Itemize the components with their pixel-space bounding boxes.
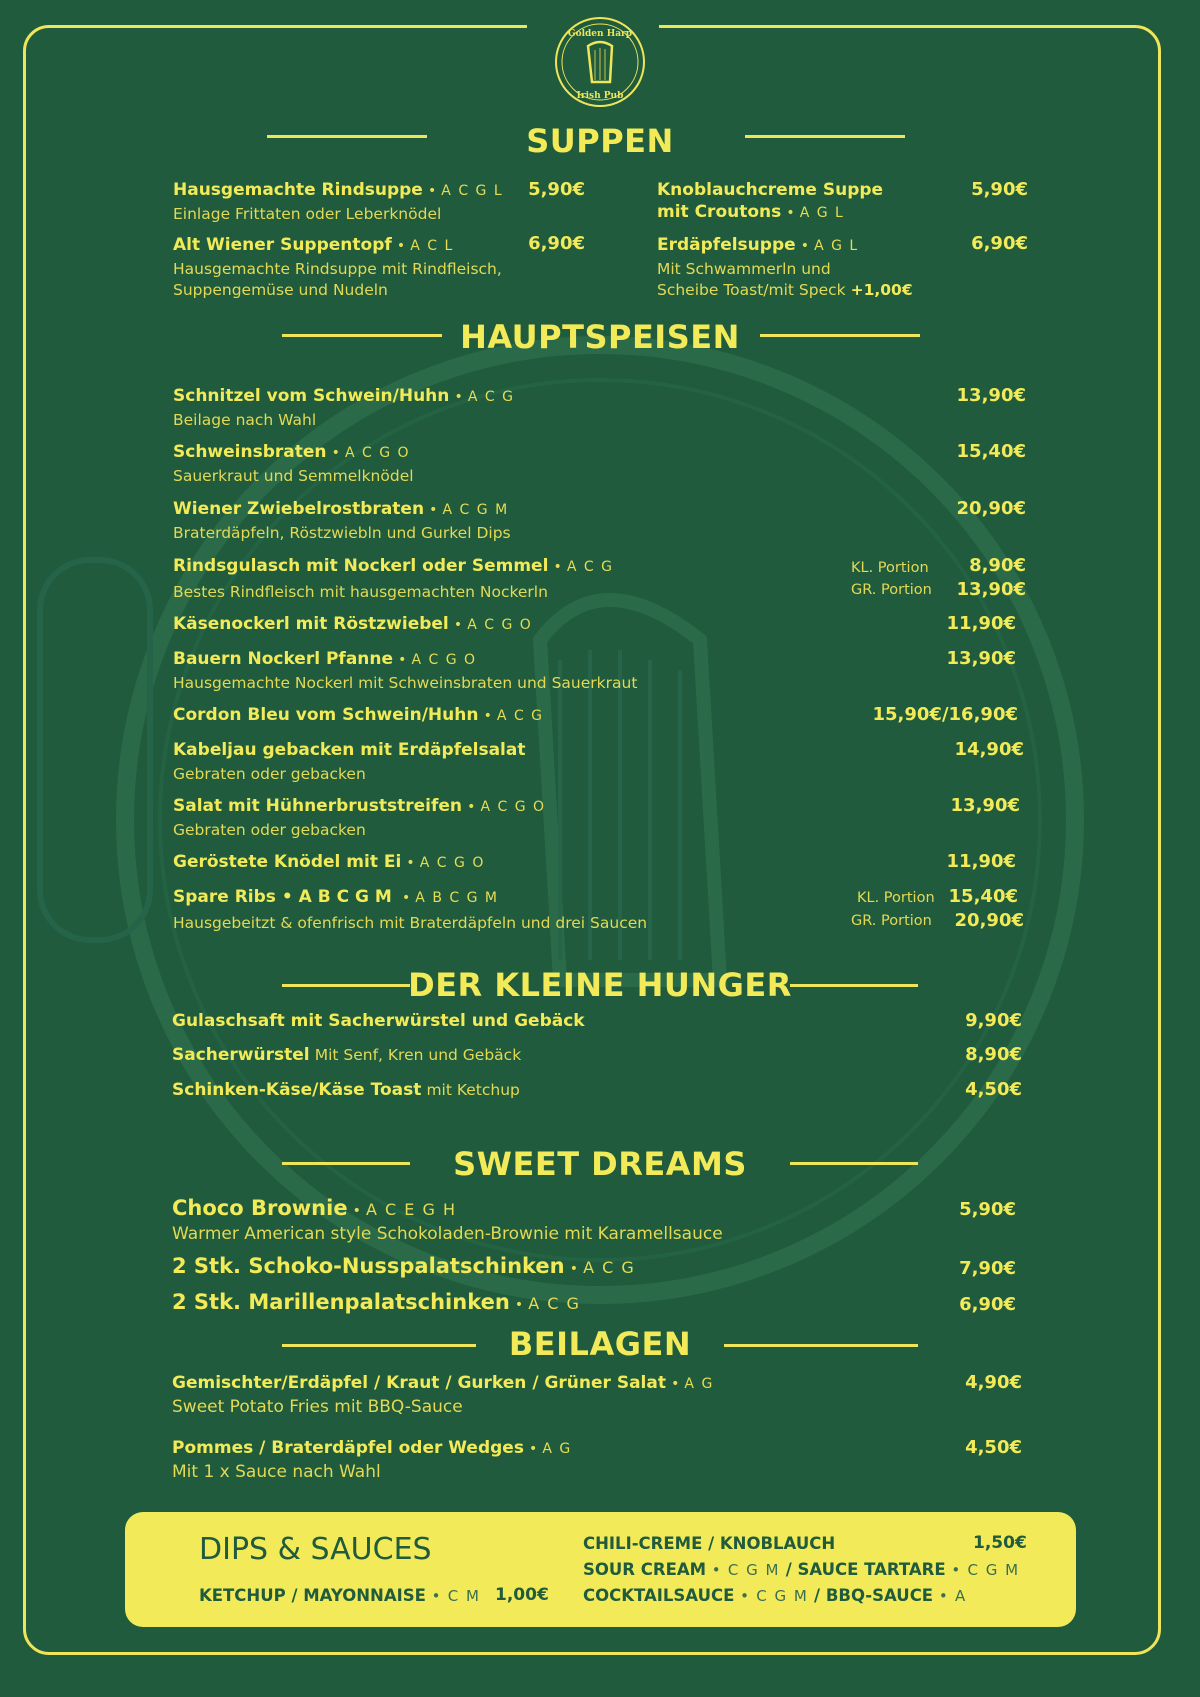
menu-item: Cordon Bleu vom Schwein/Huhn • A C G (173, 705, 544, 725)
item-description: Hausgebeitzt & ofenfrisch mit Braterdäpfeln und drei Saucen (173, 914, 648, 932)
separator: • (786, 205, 795, 221)
menu-item: 2 Stk. Schoko-Nusspalatschinken • A C G (172, 1254, 636, 1278)
item-name: 2 Stk. Marillenpalatschinken (172, 1290, 510, 1314)
sauce-line-chili: CHILI-CREME / KNOBLAUCH (583, 1534, 836, 1553)
section-title-kleine-hunger: DER KLEINE HUNGER (408, 966, 792, 1004)
extra-price: +1,00€ (850, 281, 913, 299)
item-name: Spare Ribs • A B C G M (173, 887, 392, 907)
item-price: 6,90€ (971, 233, 1028, 254)
item-price: 5,90€ (528, 179, 585, 200)
portion-label-small: KL. Portion (857, 890, 935, 906)
menu-item: Spare Ribs • A B C G M • A B C G M Hausgebeitzt & ofenfrisch mit Braterdäpfeln und drei Saucen (173, 887, 853, 934)
item-price: 7,90€ (959, 1258, 1016, 1279)
item-price-small: 8,90€ (969, 555, 1026, 576)
menu-item: Bauern Nockerl Pfanne • A C G O Hausgemachte Nockerl mit Schweinsbraten und Sauerkraut (173, 649, 873, 694)
menu-item: 2 Stk. Marillenpalatschinken • A C G (172, 1290, 581, 1314)
menu-item: Schweinsbraten • A C G O Sauerkraut und Semmelknödel (173, 442, 813, 487)
item-name: Salat mit Hühnerbruststreifen (173, 796, 463, 816)
item-description: Gebraten oder gebacken (173, 765, 366, 783)
item-name: Alt Wiener Suppentopf (173, 235, 392, 255)
dips-sauces-box (125, 1512, 1076, 1627)
logo-text-bottom: Irish Pub (576, 91, 624, 101)
item-name: Gemischter/Erdäpfel / Kraut / Gurken / Grüner Salat (172, 1373, 666, 1393)
item-name: Bauern Nockerl Pfanne (173, 649, 394, 669)
item-name: Kabeljau gebacken mit Erdäpfelsalat (173, 740, 526, 760)
sauce-price-left: 1,00€ (495, 1585, 549, 1605)
section-title-suppen: SUPPEN (526, 122, 674, 160)
item-price: 11,90€ (946, 613, 1016, 634)
item-name: Käsenockerl mit Röstzwiebel (173, 614, 449, 634)
item-name: Hausgemachte Rindsuppe (173, 180, 423, 200)
allergen-codes: A C L (410, 238, 454, 254)
menu-item: Pommes / Braterdäpfel oder Wedges • A G Mit 1 x Sauce nach Wahl (172, 1438, 912, 1483)
sauce-line-ketchup: KETCHUP / MAYONNAISE • C M (199, 1586, 481, 1605)
logo-text-top: Golden Harp (567, 29, 633, 39)
item-name: Rindsgulasch mit Nockerl oder Semmel (173, 556, 549, 576)
allergen-codes: A G (684, 1376, 714, 1392)
allergen-codes: A C G L (441, 183, 504, 199)
portion-label-large: GR. Portion (851, 913, 932, 929)
menu-item: Käsenockerl mit Röstzwiebel • A C G O (173, 614, 533, 634)
allergen-codes: A C G O (480, 799, 546, 815)
item-description: Sauerkraut und Semmelknödel (173, 467, 414, 485)
sauce-line-sour-cream: SOUR CREAM • C G M / SAUCE TARTARE • C G M (583, 1560, 1020, 1579)
item-price: 14,90€ (954, 739, 1024, 760)
item-name: Geröstete Knödel mit Ei (173, 852, 402, 872)
item-price: 4,50€ (965, 1437, 1022, 1458)
item-description: Beilage nach Wahl (173, 411, 317, 429)
item-name: Schnitzel vom Schwein/Huhn (173, 386, 450, 406)
separator: • (800, 238, 810, 254)
item-price: 6,90€ (959, 1294, 1016, 1315)
allergen-codes: A C G O (411, 652, 477, 668)
allergen-codes: A C G (566, 559, 614, 575)
allergen-codes: A C G (583, 1258, 636, 1277)
item-name: Sacherwürstel (172, 1045, 310, 1065)
sauce-price-right: 1,50€ (973, 1533, 1027, 1553)
item-price-large: 13,90€ (956, 579, 1026, 600)
item-price-small: 15,40€ (948, 886, 1018, 907)
item-name-cont: mit Croutons (657, 202, 782, 222)
item-price: 4,90€ (965, 1372, 1022, 1393)
item-description: Hausgemachte Rindsuppe mit Rindfleisch, Suppengemüse und Nudeln (173, 260, 502, 299)
allergen-codes: A G (542, 1441, 572, 1457)
menu-item (173, 235, 533, 301)
menu-item: Choco Brownie • A C E G H Warmer American style Schokoladen-Brownie mit Karamellsauce (172, 1196, 872, 1244)
separator: • (396, 238, 406, 254)
allergen-codes: A C G (496, 708, 544, 724)
allergen-codes: A G L (799, 205, 845, 221)
item-name: Pommes / Braterdäpfel oder Wedges (172, 1438, 524, 1458)
item-price: 9,90€ (965, 1010, 1022, 1031)
item-name: 2 Stk. Schoko-Nusspalatschinken (172, 1254, 565, 1278)
item-description: Gebraten oder gebacken (173, 821, 366, 839)
item-price: 6,90€ (528, 233, 585, 254)
item-price-large: 20,90€ (954, 910, 1024, 931)
sauce-line-cocktail: COCKTAILSAUCE • C G M / BBQ-SAUCE • A (583, 1586, 967, 1605)
item-price: 13,90€ (946, 648, 1016, 669)
item-price: 15,90€/16,90€ (872, 704, 1018, 725)
item-description: Bestes Rindfleisch mit hausgemachten Nockerln (173, 583, 548, 601)
allergen-codes: A C G (528, 1294, 581, 1313)
separator: • (427, 183, 437, 199)
golden-harp-logo (554, 16, 646, 108)
menu-item (657, 235, 987, 301)
menu-item (173, 740, 813, 785)
menu-item (172, 1045, 872, 1065)
section-title-sweet-dreams: SWEET DREAMS (453, 1145, 747, 1183)
item-name: Cordon Bleu vom Schwein/Huhn (173, 705, 479, 725)
item-description: Braterdäpfeln, Röstzwiebln und Gurkel Dips (173, 524, 511, 542)
item-name: Schinken-Käse/Käse Toast (172, 1080, 422, 1100)
section-title-beilagen: BEILAGEN (508, 1325, 692, 1363)
item-price: 5,90€ (971, 179, 1028, 200)
menu-item: Geröstete Knödel mit Ei • A C G O (173, 852, 485, 872)
item-name: Wiener Zwiebelrostbraten (173, 499, 425, 519)
dips-title: DIPS & SAUCES (199, 1532, 432, 1567)
item-description: Mit Senf, Kren und Gebäck (314, 1046, 522, 1064)
item-price: 20,90€ (956, 498, 1026, 519)
item-price: 13,90€ (956, 385, 1026, 406)
item-description: Sweet Potato Fries mit BBQ-Sauce (172, 1397, 463, 1417)
allergen-codes: A C G M (442, 502, 509, 518)
item-description: Mit Schwammerln und Scheibe Toast/mit Speck +1,00€ (657, 260, 913, 299)
item-price: 13,90€ (950, 795, 1020, 816)
item-name: Choco Brownie (172, 1196, 348, 1220)
item-name: Gulaschsaft mit Sacherwürstel und Gebäck (172, 1011, 585, 1031)
allergen-codes: A C G O (344, 445, 411, 461)
allergen-codes: A C G O (419, 855, 485, 871)
item-name: Schweinsbraten (173, 442, 327, 462)
menu-item (172, 1080, 872, 1100)
menu-item: Rindsgulasch mit Nockerl oder Semmel • A C G Bestes Rindfleisch mit hausgemachten Nockerln (173, 556, 813, 603)
allergen-codes: A C E G H (366, 1200, 457, 1219)
item-price: 4,50€ (965, 1079, 1022, 1100)
allergen-codes: A B C G M (415, 890, 499, 906)
menu-item: Gemischter/Erdäpfel / Kraut / Gurken / Grüner Salat • A G Sweet Potato Fries mit BBQ-Sauce (172, 1373, 912, 1418)
item-description: Mit 1 x Sauce nach Wahl (172, 1462, 381, 1482)
item-price: 8,90€ (965, 1044, 1022, 1065)
menu-item (172, 1011, 872, 1031)
item-price: 11,90€ (946, 851, 1016, 872)
item-description: Einlage Frittaten oder Leberknödel (173, 205, 442, 223)
allergen-codes: A C G O (467, 617, 533, 633)
menu-item: Wiener Zwiebelrostbraten • A C G M Braterdäpfeln, Röstzwiebln und Gurkel Dips (173, 499, 813, 544)
item-price: 5,90€ (959, 1199, 1016, 1220)
menu-item: Schnitzel vom Schwein/Huhn • A C G Beilage nach Wahl (173, 386, 813, 431)
menu-item (657, 180, 957, 222)
item-name: Knoblauchcreme Suppe (657, 180, 884, 200)
section-title-hauptspeisen: HAUPTSPEISEN (460, 318, 740, 356)
portion-label-small: KL. Portion (851, 560, 929, 576)
menu-item: Salat mit Hühnerbruststreifen • A C G O Gebraten oder gebacken (173, 796, 813, 841)
allergen-codes: A G L (814, 238, 859, 254)
menu-item (173, 180, 533, 225)
item-price: 15,40€ (956, 441, 1026, 462)
item-name: Erdäpfelsuppe (657, 235, 796, 255)
item-description: mit Ketchup (426, 1081, 520, 1099)
portion-label-large: GR. Portion (851, 582, 932, 598)
item-description: Warmer American style Schokoladen-Brownie mit Karamellsauce (172, 1224, 723, 1244)
item-description: Hausgemachte Nockerl mit Schweinsbraten und Sauerkraut (173, 674, 638, 692)
allergen-codes: A C G (467, 389, 515, 405)
